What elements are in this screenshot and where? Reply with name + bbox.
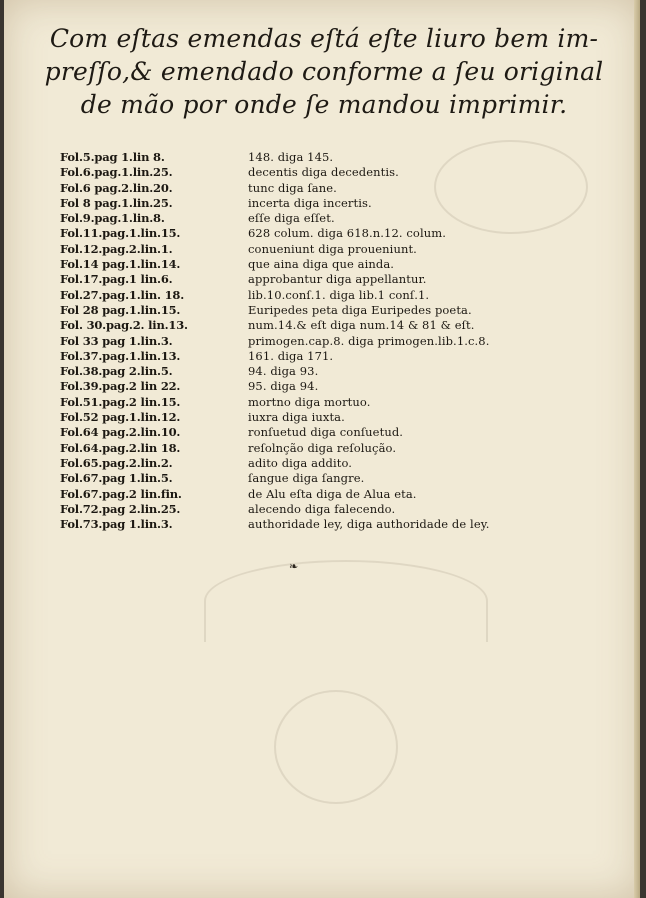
errata-location: Fol.39.pag.2 lin 22. bbox=[60, 379, 181, 394]
errata-location: Fol.52 pag.1.lin.12. bbox=[60, 410, 181, 425]
errata-row bbox=[60, 502, 620, 517]
errata-location: Fol.51.pag.2 lin.15. bbox=[60, 394, 181, 409]
errata-correction: 161. diga 171. bbox=[248, 348, 334, 363]
errata-row bbox=[60, 487, 620, 502]
errata-row bbox=[60, 410, 620, 425]
errata-correction: lib.10.conſ.1. diga lib.1 conſ.1. bbox=[248, 287, 430, 302]
errata-correction: ſangue diga ſangre. bbox=[248, 471, 365, 486]
errata-correction: 148. diga 145. bbox=[248, 150, 334, 164]
errata-location: Fol.6 pag.2.lin.20. bbox=[60, 180, 173, 195]
errata-location: Fol 8 pag.1.lin.25. bbox=[60, 195, 173, 210]
errata-correction: Euripedes peta diga Euripedes poeta. bbox=[248, 302, 472, 317]
errata-location: Fol.65.pag.2.lin.2. bbox=[60, 455, 173, 470]
errata-correction: num.14.& eſt diga num.14 & 81 & eſt. bbox=[248, 318, 475, 333]
errata-correction: primogen.cap.8. diga primogen.lib.1.c.8. bbox=[248, 333, 490, 348]
errata-row bbox=[60, 456, 620, 471]
errata-row bbox=[60, 471, 620, 486]
errata-row bbox=[60, 379, 620, 394]
errata-row bbox=[60, 257, 620, 272]
heading-line-2: preſſo,& emendado conforme a ſeu original bbox=[44, 57, 604, 86]
errata-correction: incerta diga incertis. bbox=[248, 195, 372, 210]
errata-list bbox=[60, 150, 620, 532]
heading-line-1: Com eſtas emendas eſtá eſte liuro bem im- bbox=[49, 24, 599, 53]
book-page bbox=[4, 0, 640, 898]
errata-row bbox=[60, 272, 620, 287]
errata-row bbox=[60, 226, 620, 241]
errata-location: Fol.6.pag.1.lin.25. bbox=[60, 165, 173, 180]
errata-row bbox=[60, 334, 620, 349]
errata-row bbox=[60, 242, 620, 257]
errata-row bbox=[60, 211, 620, 226]
errata-correction: adito diga addito. bbox=[248, 455, 353, 470]
errata-correction: conueniunt diga proueniunt. bbox=[248, 241, 417, 256]
errata-row bbox=[60, 288, 620, 303]
errata-location: Fol.11.pag.1.lin.15. bbox=[60, 226, 181, 241]
errata-location: Fol.14 pag.1.lin.14. bbox=[60, 257, 181, 272]
errata-correction: mortno diga mortuo. bbox=[248, 394, 371, 409]
errata-correction: approbantur diga appellantur. bbox=[248, 272, 427, 287]
errata-location: Fol 33 pag 1.lin.3. bbox=[60, 333, 173, 348]
errata-row bbox=[60, 181, 620, 196]
errata-location: Fol.73.pag 1.lin.3. bbox=[60, 517, 173, 532]
errata-row bbox=[60, 517, 620, 532]
errata-row bbox=[60, 441, 620, 456]
errata-correction: eſſe diga eſſet. bbox=[248, 211, 335, 226]
errata-location: Fol.72.pag 2.lin.25. bbox=[60, 501, 181, 516]
errata-row bbox=[60, 196, 620, 211]
end-ornament: ❧ bbox=[289, 560, 299, 573]
errata-location: Fol.5.pag 1.lin 8. bbox=[60, 150, 165, 164]
errata-correction: iuxra diga iuxta. bbox=[248, 410, 345, 425]
errata-row bbox=[60, 303, 620, 318]
errata-row bbox=[60, 318, 620, 333]
errata-row bbox=[60, 165, 620, 180]
errata-correction: reſolnção diga reſolução. bbox=[248, 440, 397, 455]
page-edge bbox=[634, 0, 640, 898]
errata-correction: 94. diga 93. bbox=[248, 364, 319, 379]
errata-row bbox=[60, 425, 620, 440]
errata-correction: decentis diga decedentis. bbox=[248, 165, 399, 180]
errata-correction: 628 colum. diga 618.n.12. colum. bbox=[248, 226, 447, 241]
errata-location: Fol.27.pag.1.lin. 18. bbox=[60, 287, 185, 302]
errata-correction: ronſuetud diga conſuetud. bbox=[248, 425, 404, 440]
errata-row bbox=[60, 150, 620, 165]
errata-location: Fol.67.pag.2 lin.fin. bbox=[60, 486, 182, 501]
errata-correction: 95. diga 94. bbox=[248, 379, 319, 394]
errata-location: Fol.38.pag 2.lin.5. bbox=[60, 364, 173, 379]
errata-location: Fol 28 pag.1.lin.15. bbox=[60, 302, 181, 317]
errata-location: Fol.64 pag.2.lin.10. bbox=[60, 425, 181, 440]
errata-location: Fol.12.pag.2.lin.1. bbox=[60, 241, 173, 256]
errata-correction: authoridade ley, diga authoridade de ley. bbox=[248, 517, 490, 532]
watermark-arc bbox=[204, 560, 488, 642]
errata-row bbox=[60, 364, 620, 379]
errata-location: Fol. 30.pag.2. lin.13. bbox=[60, 318, 188, 333]
errata-location: Fol.67.pag 1.lin.5. bbox=[60, 471, 173, 486]
errata-location: Fol.37.pag.1.lin.13. bbox=[60, 348, 181, 363]
errata-correction: de Alu eſta diga de Alua eta. bbox=[248, 486, 417, 501]
errata-location: Fol.9.pag.1.lin.8. bbox=[60, 211, 165, 226]
errata-correction: alecendo diga falecendo. bbox=[248, 501, 396, 516]
heading-line-3: de mão por onde ſe mandou imprimir. bbox=[80, 90, 568, 119]
errata-row bbox=[60, 395, 620, 410]
errata-location: Fol.17.pag.1 lin.6. bbox=[60, 272, 173, 287]
errata-correction: que aina diga que ainda. bbox=[248, 257, 395, 272]
errata-row bbox=[60, 349, 620, 364]
errata-location: Fol.64.pag.2.lin 18. bbox=[60, 440, 181, 455]
watermark-circle-lower bbox=[274, 690, 398, 804]
errata-heading bbox=[44, 22, 604, 121]
errata-correction: tunc diga ſane. bbox=[248, 180, 337, 195]
